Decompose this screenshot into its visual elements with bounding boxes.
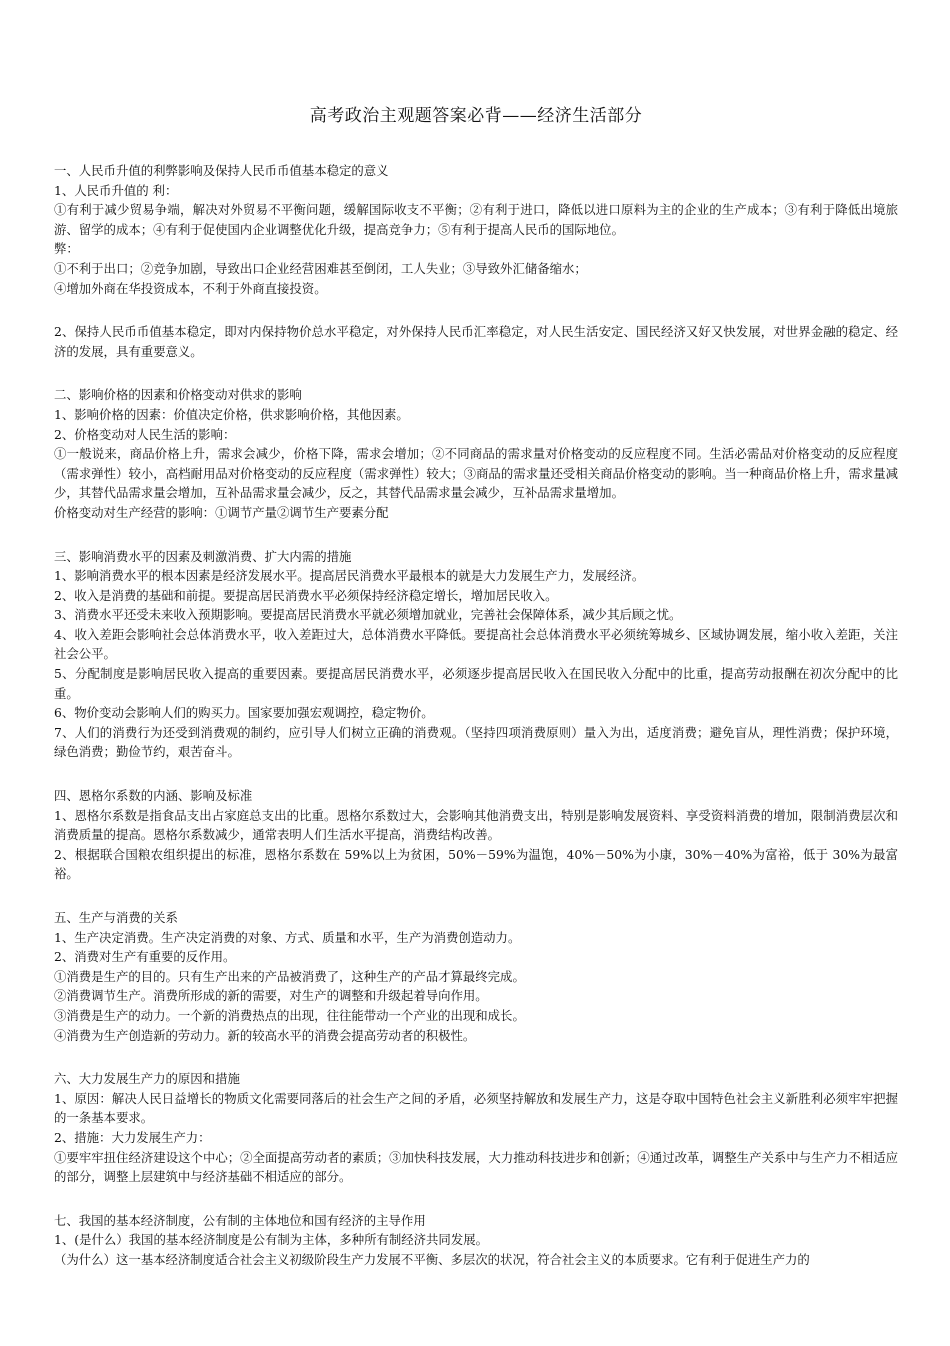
paragraph-line: ①要牢牢扭住经济建设这个中心；②全面提高劳动者的素质；③加快科技发展，大力推动科技进步和创新；④通过改革，调整生产关系中与生产力不相适应的部分，调整上层建筑中与经济基础不相适应的部分。 bbox=[54, 1149, 898, 1185]
paragraph-line: ①不利于出口；②竞争加剧，导致出口企业经营困难甚至倒闭，工人失业；③导致外汇储备缩水； bbox=[54, 260, 587, 276]
paragraph-line: 2、保持人民币币值基本稳定，即对内保持物价总水平稳定，对外保持人民币汇率稳定，对人民生活安定、国民经济又好又快发展，对世界金融的稳定、经济的发展，具有重要意义。 bbox=[54, 324, 898, 359]
section-heading: 七、我国的基本经济制度，公有制的主体地位和国有经济的主导作用 bbox=[54, 1212, 426, 1228]
paragraph-line: 1、恩格尔系数是指食品支出占家庭总支出的比重。恩格尔系数过大，会影响其他消费支出，特别是影响发展资料、享受资料消费的增加，限制消费层次和消费质量的提高。恩格尔系数减少，通常表明人们生活水平提高，消费结构改善。 bbox=[54, 807, 898, 843]
paragraph-line: 1、生产决定消费。生产决定消费的对象、方式、质量和水平，生产为消费创造动力。 bbox=[54, 929, 521, 945]
paragraph-line: 价格变动对生产经营的影响：①调节产量②调节生产要素分配 bbox=[54, 504, 389, 520]
section-heading: 二、影响价格的因素和价格变动对供求的影响 bbox=[54, 387, 302, 403]
paragraph-line: 4、收入差距会影响社会总体消费水平，收入差距过大，总体消费水平降低。要提高社会总体消费水平必须统筹城乡、区域协调发展，缩小收入差距，关注社会公平。 bbox=[54, 626, 898, 662]
section-heading: 三、影响消费水平的因素及刺激消费、扩大内需的措施 bbox=[54, 548, 352, 564]
paragraph-line: 1、(是什么）我国的基本经济制度是公有制为主体，多种所有制经济共同发展。 bbox=[54, 1232, 488, 1248]
paragraph-line: 5、分配制度是影响居民收入提高的重要因素。要提高居民消费水平，必须逐步提高居民收入在国民收入分配中的比重，提高劳动报酬在初次分配中的比重。 bbox=[54, 666, 898, 701]
paragraph-line: 3、消费水平还受未来收入预期影响。要提高居民消费水平就必须增加就业，完善社会保障体系，减少其后顾之忧。 bbox=[54, 607, 682, 623]
paragraph-line: 1、原因：解决人民日益增长的物质文化需要同落后的社会生产之间的矛盾，必须坚持解放和发展生产力，这是夺取中国特色社会主义新胜利必须牢牢把握的一条基本要求。 bbox=[54, 1090, 898, 1126]
paragraph-line: 1、影响消费水平的根本因素是经济发展水平。提高居民消费水平最根本的就是大力发展生产力，发展经济。 bbox=[54, 568, 645, 584]
paragraph-line: 6、物价变动会影响人们的购买力。国家要加强宏观调控，稳定物价。 bbox=[54, 705, 434, 721]
paragraph-line: ④增加外商在华投资成本，不利于外商直接投资。 bbox=[54, 280, 327, 296]
paragraph-line: 2、消费对生产有重要的反作用。 bbox=[54, 949, 236, 965]
paragraph-line: 2、收入是消费的基础和前提。要提高居民消费水平必须保持经济稳定增长，增加居民收入。 bbox=[54, 587, 558, 603]
section-6 bbox=[54, 1069, 898, 1187]
section-heading: 一、人民币升值的利弊影响及保持人民币币值基本稳定的意义 bbox=[54, 163, 389, 178]
paragraph-line: （为什么）这一基本经济制度适合社会主义初级阶段生产力发展不平衡、多层次的状况，符合社会主义的本质要求。它有利于促进生产力的 bbox=[54, 1251, 810, 1267]
section-heading: 六、大力发展生产力的原因和措施 bbox=[54, 1071, 240, 1087]
section-7 bbox=[54, 1211, 898, 1270]
section-4 bbox=[54, 786, 898, 884]
paragraph-line: ①有利于减少贸易争端，解决对外贸易不平衡问题，缓解国际收支不平衡；②有利于进口，降低以进口原料为主的企业的生产成本；③有利于降低出境旅游、留学的成本；④有利于促使国内企业调整优化升级，提高竞争力；⑤有利于提高人民币的国际地位。 bbox=[54, 202, 898, 237]
paragraph-line: 7、人们的消费行为还受到消费观的制约，应引导人们树立正确的消费观。（坚持四项消费原则）量入为出，适度消费；避免盲从，理性消费；保护环境，绿色消费；勤俭节约，艰苦奋斗。 bbox=[54, 724, 898, 760]
paragraph-line: 1、影响价格的因素：价值决定价格，供求影响价格，其他因素。 bbox=[54, 406, 409, 422]
paragraph-line: 1、人民币升值的 利： bbox=[54, 182, 178, 198]
page-title: 高考政治主观题答案必背——经济生活部分 bbox=[309, 106, 643, 126]
paragraph-line: ④消费为生产创造新的劳动力。新的较高水平的消费会提高劳动者的积极性。 bbox=[54, 1027, 476, 1043]
paragraph-line: ③消费是生产的动力。一个新的消费热点的出现，往往能带动一个产业的出现和成长。 bbox=[54, 1007, 525, 1023]
paragraph-line: 2、价格变动对人民生活的影响： bbox=[54, 426, 236, 442]
section-5 bbox=[54, 908, 898, 1045]
section-1 bbox=[54, 161, 898, 298]
section-3 bbox=[54, 547, 898, 763]
paragraph-line: ①一般说来，商品价格上升，需求会减少，价格下降，需求会增加；②不同商品的需求量对价格变动的反应程度不同。生活必需品对价格变动的反应程度（需求弹性）较小，高档耐用品对价格变动的反应程度（需求弹性）较大；③商品的需求量还受相关商品价格变动的影响。当一种商品价格上升，需求量减少，其替代品需求量会增加，互补品需求量会减少，反之，其替代品需求量会减少，互补品需求量增加。 bbox=[54, 446, 898, 501]
paragraph-line: 2、措施：大力发展生产力： bbox=[54, 1129, 211, 1145]
section-heading: 五、生产与消费的关系 bbox=[54, 910, 178, 925]
section-heading: 四、恩格尔系数的内涵、影响及标准 bbox=[54, 788, 253, 804]
section-1-part-2 bbox=[54, 322, 898, 361]
paragraph-line: 2、根据联合国粮农组织提出的标准，恩格尔系数在 59%以上为贫困，50%－59%为温饱，40%－50%为小康，30%－40%为富裕，低于 30%为最富裕。 bbox=[54, 846, 898, 882]
paragraph-line: ②消费调节生产。消费所形成的新的需要，对生产的调整和升级起着导向作用。 bbox=[54, 988, 488, 1004]
paragraph-line: ①消费是生产的目的。只有生产出来的产品被消费了，这种生产的产品才算最终完成。 bbox=[54, 968, 525, 984]
paragraph-line: 弊： bbox=[54, 241, 79, 257]
section-2 bbox=[54, 385, 898, 522]
